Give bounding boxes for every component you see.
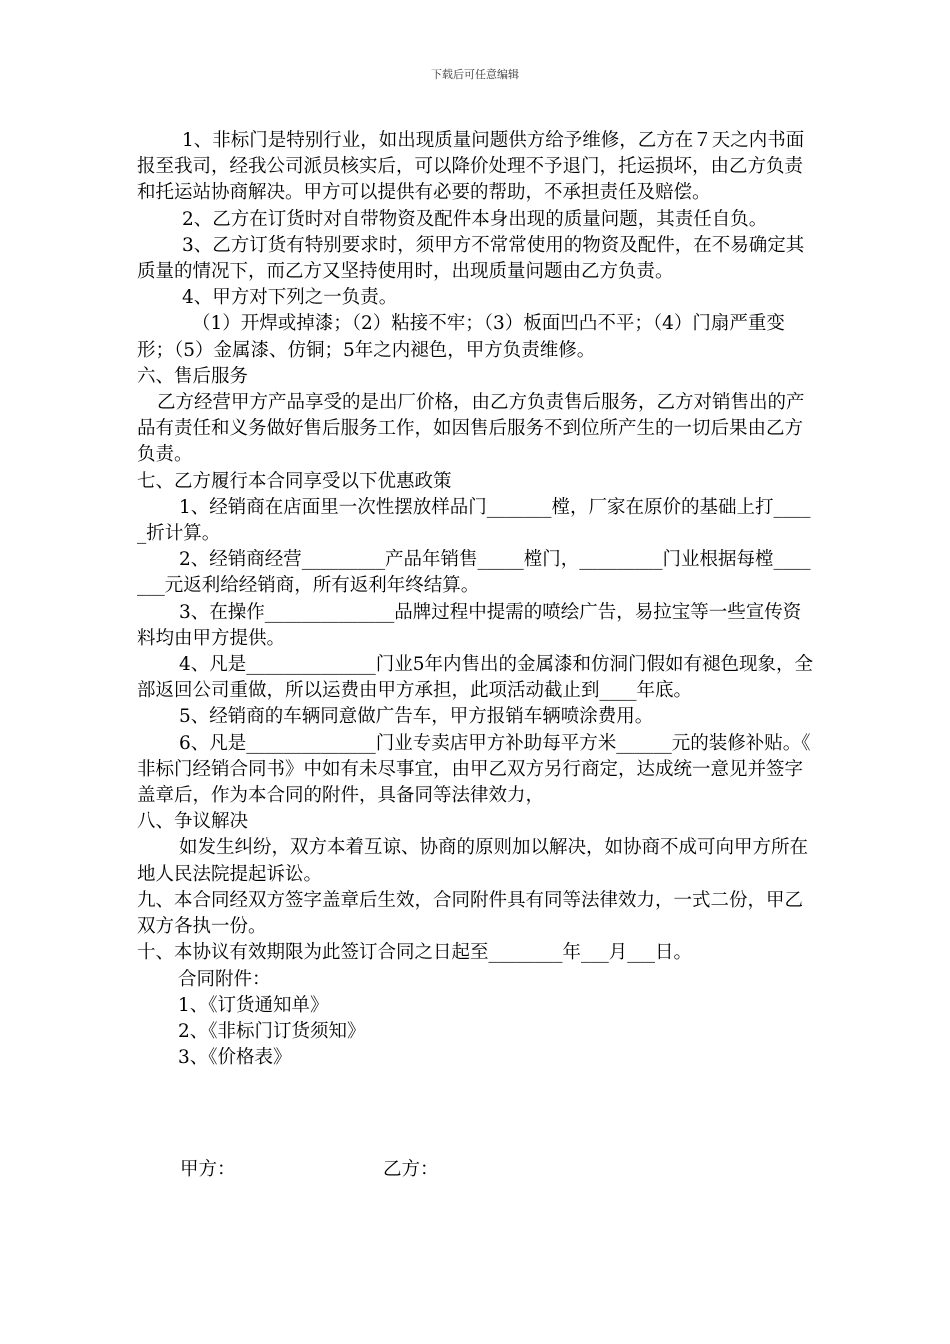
policy-2: 2、经销商经营_________产品年销售_____樘门，_________门业根据每樘_______元返利给经销商，所有返利年终结算。 [137,549,811,597]
section-6-heading: 六、售后服务 [137,365,249,387]
party-b-signature-label: 乙方： [383,1159,439,1180]
section-7-heading: 七、乙方履行本合同享受以下优惠政策 [137,470,452,492]
clause-1: 1、非标门是特别行业，如出现质量问题供方给予维修，乙方在７天之内书面报至我司，经我公司派员核实后，可以降价处理不予退门，托运损坏，由乙方负责和托运站协商解决。甲方可以提供有必要的帮助，不承担责任及赔偿。 [137,130,805,204]
section-10: 十、本协议有效期限为此签订合同之日起至________年___月___日。 [137,942,693,964]
party-a-signature-label: 甲方： [180,1159,236,1180]
attachment-item: 1、《订货通知单》 [178,994,329,1016]
attachment-item: 3、《价格表》 [178,1047,292,1069]
policy-1: 1、经销商在店面里一次性摆放样品门_______樘，厂家在原价的基础上打_____折计算。 [137,496,811,545]
header-note: 下载后可任意编辑 [431,68,519,81]
section-6-text: 乙方经营甲方产品享受的是出厂价格，由乙方负责售后服务，乙方对销售出的产品有责任和义务做好售后服务工作，如因售后服务不到位所产生的一切后果由乙方负责。 [137,392,805,466]
section-8-text: 如发生纠纷，双方本着互谅、协商的原则加以解决，如协商不成可向甲方所在地人民法院提起诉讼。 [137,837,809,885]
policy-6: 6、凡是______________门业专卖店甲方补助每平方米______元的装修补贴。《 非标门经销合同书》中如有未尽事宜，由甲乙双方另行商定，达成统一意见并签字盖章后，作为本合同的附件，具备同等法律效力， [137,732,867,807]
attachments-title: 合同附件： [178,968,271,990]
clause-2: 2、乙方在订货时对自带物资及配件本身出现的质量问题，其责任自负。 [182,208,768,230]
policy-4: 4、凡是______________门业5年内售出的金属漆和仿洞门假如有褪色现象，全部返回公司重做，所以运费由甲方承担，此项活动截止到____年底。 [137,654,814,702]
policy-5: 5、经销商的车辆同意做广告车，甲方报销车辆喷涂费用。 [179,706,654,728]
section-8-heading: 八、争议解决 [137,811,249,833]
attachment-item: 2、《非标门订货须知》 [178,1020,366,1042]
contract-body [137,128,867,1071]
clause-3: 3、乙方订货有特别要求时，须甲方不常常使用的物资及配件，在不易确定其质量的情况下，而乙方又坚持使用时，出现质量问题由乙方负责。 [137,234,805,283]
section-9: 九、本合同经双方签字盖章后生效，合同附件具有同等法律效力，一式二份，甲乙双方各执一份。 [137,889,804,938]
clause-4-items: （1）开焊或掉漆；（2）粘接不牢；（3）板面凹凸不平；（4）门扇严重变形；（5）金属漆、仿铜；5年之内褪色，甲方负责维修。 [137,313,785,361]
policy-3: 3、在操作______________品牌过程中提需的喷绘广告，易拉宝等一些宣传资料均由甲方提供。 [137,601,802,649]
clause-4: 4、甲方对下列之一负责。 [182,287,398,309]
